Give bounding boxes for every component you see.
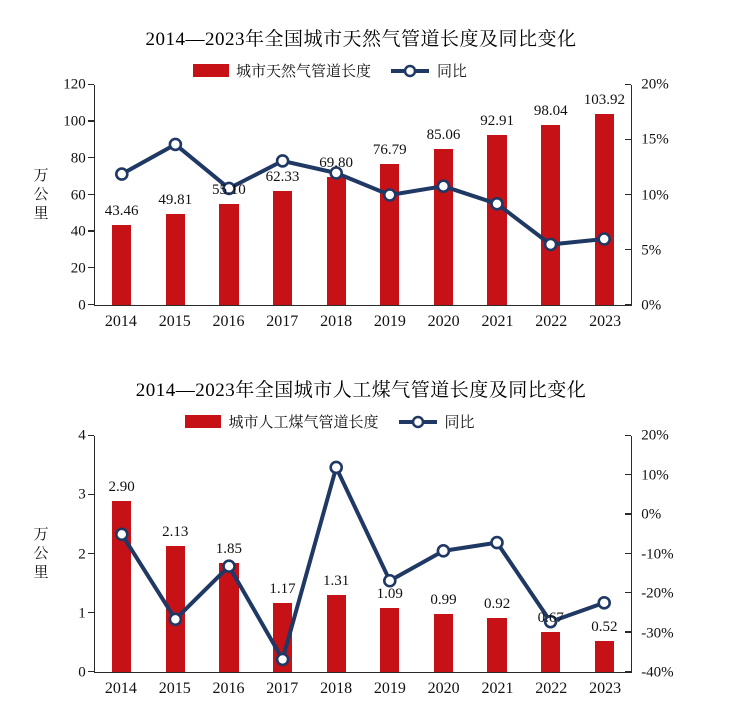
plot-row (28, 427, 694, 681)
line-marker (545, 239, 556, 250)
bar-value-label: 55.10 (212, 181, 246, 198)
chart-title: 2014—2023年全国城市人工煤气管道长度及同比变化 (135, 380, 587, 401)
x-axis-label-2014: 2014 (104, 313, 137, 330)
y-axis-unit-column (28, 85, 54, 306)
line-marker (116, 169, 127, 180)
right-axis-tick-label: -20% (641, 585, 674, 602)
x-axis-label-2015: 2015 (158, 313, 191, 330)
bar-value-label: 69.80 (319, 155, 354, 172)
x-axis-labels (94, 673, 632, 698)
left-axis-tick-label: 80 (70, 150, 86, 167)
legend (28, 411, 632, 432)
line-legend-glyph (398, 415, 438, 429)
left-axis-tick-label: 100 (63, 113, 86, 130)
line-marker (223, 561, 234, 572)
right-axis-tick-label: 0% (641, 506, 662, 523)
bar-value-label: 1.09 (376, 585, 403, 602)
left-axis-tick-label: 4 (78, 427, 86, 444)
left-axis-tickmark (88, 230, 94, 231)
x-axis-label-2020: 2020 (427, 313, 460, 330)
line-marker (491, 537, 502, 548)
line-marker (598, 234, 609, 245)
line-marker (491, 198, 502, 209)
x-axis-label-2017: 2017 (266, 680, 299, 697)
left-axis-tick-label: 2 (78, 546, 86, 562)
x-axis-label-2017: 2017 (266, 313, 299, 330)
line-marker (277, 155, 288, 166)
bar-value-label: 62.33 (265, 168, 300, 185)
yoy-line (95, 436, 631, 672)
x-axis-labels (94, 306, 632, 331)
left-axis-tick-label: 60 (70, 187, 86, 203)
bar-value-label: 43.46 (104, 203, 139, 220)
right-axis-tick-label: 20% (641, 76, 669, 93)
x-axis-label-2020: 2020 (427, 680, 460, 697)
x-axis-label-2016: 2016 (212, 313, 245, 330)
bar-legend-swatch (193, 64, 229, 77)
left-axis-tickmark (88, 435, 94, 436)
left-axis-tick-label: 3 (78, 486, 86, 503)
right-axis-tick-label: 20% (641, 427, 669, 444)
bar-value-label: 1.31 (323, 572, 350, 589)
bar-legend-label: 城市人工煤气管道长度 (228, 415, 379, 431)
line-legend-label: 同比 (444, 415, 475, 431)
bar-value-label: 2.90 (108, 478, 135, 495)
x-axis-label-2021: 2021 (481, 313, 514, 330)
bar-value-label: 2.13 (162, 524, 189, 541)
plot-area (94, 436, 632, 673)
line-legend-label: 同比 (437, 64, 468, 80)
line-marker (330, 462, 341, 473)
legend (28, 60, 632, 81)
line-marker (438, 181, 449, 192)
x-axis-label-2019: 2019 (373, 313, 406, 330)
x-axis-label-2023: 2023 (589, 313, 622, 330)
bar-value-label: 0.99 (430, 591, 457, 608)
left-axis-tick-label: 1 (78, 605, 86, 622)
left-axis-tickmark (88, 84, 94, 85)
left-axis-tickmark (88, 612, 94, 613)
right-axis-tick-label: -10% (641, 546, 674, 562)
chart-natural-gas-pipeline (28, 24, 694, 331)
line-marker (598, 597, 609, 608)
line-marker (277, 654, 288, 665)
line-marker (116, 529, 127, 540)
right-axis-tick-label: 10% (641, 187, 669, 203)
x-axis-label-2022: 2022 (535, 313, 568, 330)
bar-value-label: 1.17 (269, 580, 296, 597)
bar-legend-swatch (185, 415, 221, 428)
line-marker (384, 190, 395, 201)
bar-value-label: 92.91 (480, 112, 514, 129)
left-axis-tickmark (88, 671, 94, 672)
right-axis-tick-labels (632, 427, 694, 681)
left-axis-tick-label: 20 (70, 260, 86, 277)
line-marker (170, 139, 181, 150)
line-marker (384, 575, 395, 586)
left-axis-tickmark (88, 157, 94, 158)
bar-value-label: 103.92 (583, 92, 625, 109)
left-axis-tick-label: 0 (78, 664, 86, 681)
right-axis-tick-label: 10% (641, 467, 669, 483)
bar-value-label: 49.81 (158, 191, 193, 208)
line-marker (170, 614, 181, 625)
bar-value-label: 98.04 (533, 103, 568, 120)
chart-artificial-gas-pipeline (28, 375, 694, 698)
left-axis-tick-labels (54, 76, 94, 314)
x-axis-label-2021: 2021 (481, 680, 514, 697)
x-axis-label-2023: 2023 (589, 680, 622, 697)
right-axis-tick-label: 5% (641, 242, 662, 259)
right-axis-tick-labels (632, 76, 694, 314)
bar-legend-label: 城市天然气管道长度 (235, 64, 371, 80)
right-axis-tick-label: -30% (641, 625, 674, 642)
y-axis-unit-column (28, 436, 54, 673)
line-marker (438, 545, 449, 556)
x-axis-label-2018: 2018 (320, 680, 353, 697)
right-axis-tick-label: -40% (641, 664, 674, 681)
left-axis-tickmark (88, 267, 94, 268)
x-axis-label-2014: 2014 (104, 680, 137, 697)
bar-value-label: 85.06 (426, 127, 461, 144)
plot-area (94, 85, 632, 306)
x-axis-label-2019: 2019 (373, 680, 406, 697)
right-axis-tick-label: 15% (641, 131, 669, 148)
bar-value-label: 76.79 (372, 142, 407, 159)
bar-value-label: 0.67 (537, 610, 564, 627)
left-axis-tickmark (88, 304, 94, 305)
bar-value-label: 0.92 (483, 595, 511, 612)
x-axis-label-2018: 2018 (320, 313, 353, 330)
left-axis-tickmark (88, 120, 94, 121)
x-axis-label-2022: 2022 (535, 680, 568, 697)
y-axis-unit-label: 万公里 (33, 168, 49, 222)
right-axis-tick-label: 0% (641, 297, 662, 314)
left-axis-tick-label: 0 (78, 297, 86, 314)
left-axis-tickmark (88, 553, 94, 554)
left-axis-tickmark (88, 194, 94, 195)
left-axis-tick-labels (54, 427, 94, 681)
left-axis-tickmark (88, 494, 94, 495)
bar-value-label: 1.85 (215, 540, 243, 557)
plot-row (28, 76, 694, 314)
chart-title: 2014—2023年全国城市天然气管道长度及同比变化 (145, 29, 577, 50)
left-axis-tick-label: 40 (70, 223, 86, 240)
bar-value-label: 0.52 (591, 619, 618, 636)
x-axis-label-2015: 2015 (158, 680, 191, 697)
left-axis-tick-label: 120 (63, 76, 86, 93)
line-legend-glyph (390, 64, 430, 78)
x-axis-label-2016: 2016 (212, 680, 245, 697)
y-axis-unit-label: 万公里 (33, 527, 49, 581)
